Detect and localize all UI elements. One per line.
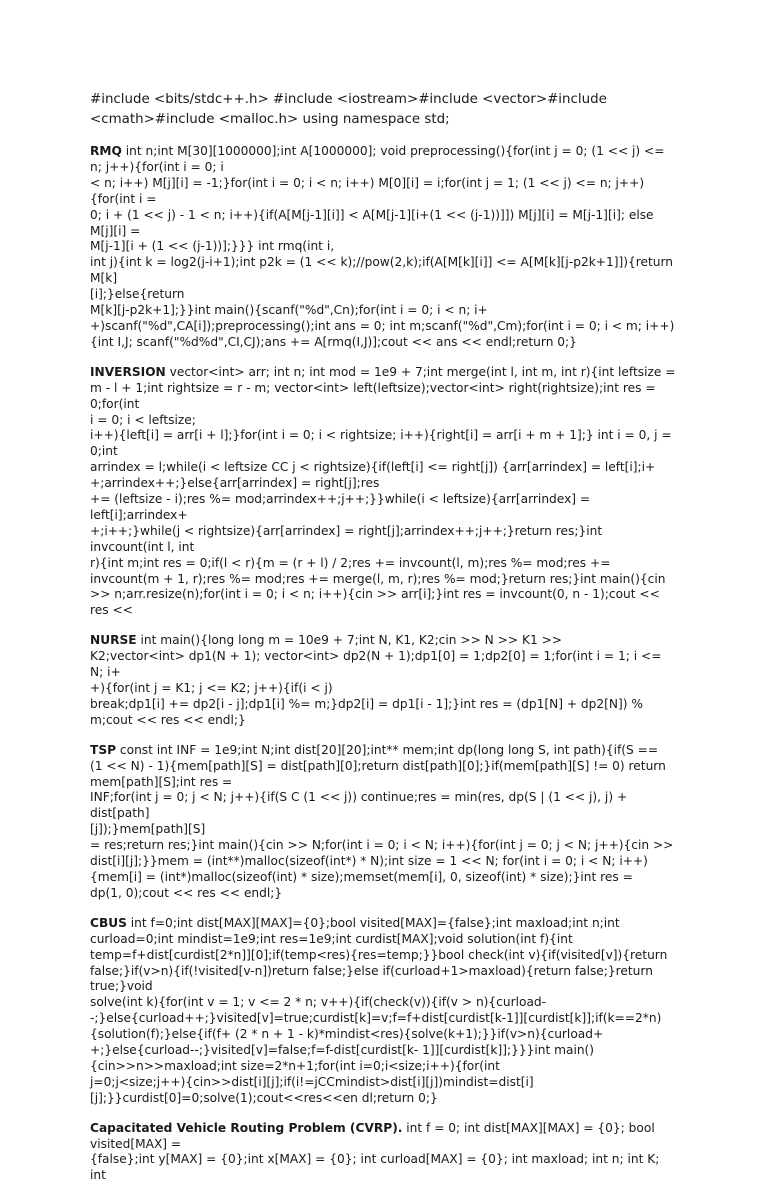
- section-nurse: [90, 633, 678, 728]
- includes-line: #include <bits/stdc++.h> #include <iostream>#include <vector>#include <cmath>#include <malloc.h> using namespace std;: [90, 92, 607, 127]
- section-heading: Capacitated Vehicle Routing Problem (CVRP).: [90, 1120, 403, 1135]
- section-cbus: [90, 916, 678, 1107]
- section-heading: TSP: [90, 742, 117, 757]
- section-cvrp: [90, 1121, 678, 1184]
- section-heading: RMQ: [90, 144, 122, 158]
- section-code: int n;int M[30][1000000];int A[1000000]; void preprocessing(){for(int j = 0; (1 << j) <= n; j++){for(int i = 0; i < n; i++) M[j][i] = -1;}for(int i = 0; i < n; i++) M[0][i] = i;for(int j = 1; (1 << j) <= n; j++){for(int i = 0; i + (1 << j) - 1 < n; i++){if(A[M[j-1][i]] < A[M[j-1][i+(1 << (j-1))]]) M[j][i] = M[j-1][i]; else M[j][i] = M[j-1][i + (1 << (j-1))];}}} int rmq(int i, int j){int k = log2(j-i+1);int p2k = (1 << k);//pow(2,k);if(A[M[k][i]] <= A[M[k][j-p2k+1]]){return M[k] [i];}else{return M[k][j-p2k+1];}}int main(){scanf("%d",Cn);for(int i = 0; i < n; i+ +)scanf("%d",CA[i]);preprocessing();int ans = 0; int m;scanf("%d",Cm);for(int i = 0; i < m; i++) {int I,J; scanf("%d%d",CI,CJ);ans += A[rmq(I,J)];cout << ans << endl;return 0;}: [90, 144, 675, 349]
- section-inversion: [90, 365, 678, 620]
- section-code: int f=0;int dist[MAX][MAX]={0};bool visited[MAX]={false};int maxload;int n;int curload=0;int mindist=1e9;int res=1e9;int curdist[MAX];void solution(int f){int temp=f+dist[curdist[2*n]][0];if(temp<res){res=temp;}}bool check(int v){if(visited[v]){return false;}if(v>n){if(!visited[v-n])return false;}else if(curload+1>maxload){return false;}return true;}void solve(int k){for(int v = 1; v <= 2 * n; v++){if(check(v)){if(v > n){curload- -;}else{curload++;}visited[v]=true;curdist[k]=v;f=f+dist[curdist[k-1]][curdist[k]];if(k==2*n) {solution(f);}else{if(f+ (2 * n + 1 - k)*mindist<res){solve(k+1);}}if(v>n){curload+ +;}else{curload--;}visited[v]=false;f=f-dist[curdist[k- 1]][curdist[k]];}}}int main() {cin>>n>>maxload;int size=2*n+1;for(int i=0;i<size;i++){for(int j=0;j<size;j++){cin>>dist[i][j];if(i!=jCCmindist>dist[i][j])mindist=dist[i] [j];}}curdist[0]=0;solve(1);cout<<res<<en dl;return 0;}: [90, 915, 668, 1105]
- section-rmq: [90, 144, 678, 351]
- section-heading: CBUS: [90, 915, 127, 930]
- section-code: const int INF = 1e9;int N;int dist[20][20];int** mem;int dp(long long S, int path){if(S == (1 << N) - 1){mem[path][S] = dist[path][0];return dist[path][0];}if(mem[path][S] != 0) return mem[path][S];int res = INF;for(int j = 0; j < N; j++){if(S C (1 << j)) continue;res = min(res, dp(S | (1 << j), j) + dist[path] [j]);}mem[path][S] = res;return res;}int main(){cin >> N;for(int i = 0; i < N; i++){for(int j = 0; j < N; j++){cin >> dist[i][j];}}mem = (int**)malloc(sizeof(int*) * N);int size = 1 << N; for(int i = 0; i < N; i++) {mem[i] = (int*)malloc(sizeof(int) * size);memset(mem[i], 0, sizeof(int) * size);}int res = dp(1, 0);cout << res << endl;}: [90, 742, 674, 900]
- section-code: int f = 0; int dist[MAX][MAX] = {0}; bool visited[MAX] = {false};int y[MAX] = {0};int x[MAX] = {0}; int curload[MAX] = {0}; int maxload; int n; int K; int: [90, 1120, 660, 1183]
- section-heading: INVERSION: [90, 364, 166, 379]
- section-code: vector<int> arr; int n; int mod = 1e9 + 7;int merge(int l, int m, int r){int leftsize = m - l + 1;int rightsize = r - m; vector<int> left(leftsize);vector<int> right(rightsize);int res = 0;for(int i = 0; i < leftsize; i++){left[i] = arr[i + l];}for(int i = 0; i < rightsize; i++){right[i] = arr[i + m + 1];} int i = 0, j = 0;int arrindex = l;while(i < leftsize CC j < rightsize){if(left[i] <= right[j]) {arr[arrindex] = left[i];i+ +;arrindex++;}else{arr[arrindex] = right[j];res += (leftsize - i);res %= mod;arrindex++;j++;}}while(i < leftsize){arr[arrindex] = left[i];arrindex+ +;i++;}while(j < rightsize){arr[arrindex] = right[j];arrindex++;j++;}return res;}int invcount(int l, int r){int m;int res = 0;if(l < r){m = (r + l) / 2;res += invcount(l, m);res %= mod;res += invcount(m + 1, r);res %= mod;res += merge(l, m, r);res %= mod;}return res;}int main(){cin >> n;arr.resize(n);for(int i = 0; i < n; i++){cin >> arr[i];}int res = invcount(0, n - 1);cout << res <<: [90, 364, 676, 618]
- section-tsp: [90, 743, 678, 902]
- section-code: int main(){long long m = 10e9 + 7;int N, K1, K2;cin >> N >> K1 >> K2;vector<int> dp1(N + 1); vector<int> dp2(N + 1);dp1[0] = 1;dp2[0] = 1;for(int i = 1; i <= N; i+ +){for(int j = K1; j <= K2; j++){if(i < j) break;dp1[i] += dp2[i - j];dp1[i] %= m;}dp2[i] = dp1[i - 1];}int res = (dp1[N] + dp2[N]) % m;cout << res << endl;}: [90, 633, 662, 727]
- section-heading: NURSE: [90, 633, 137, 648]
